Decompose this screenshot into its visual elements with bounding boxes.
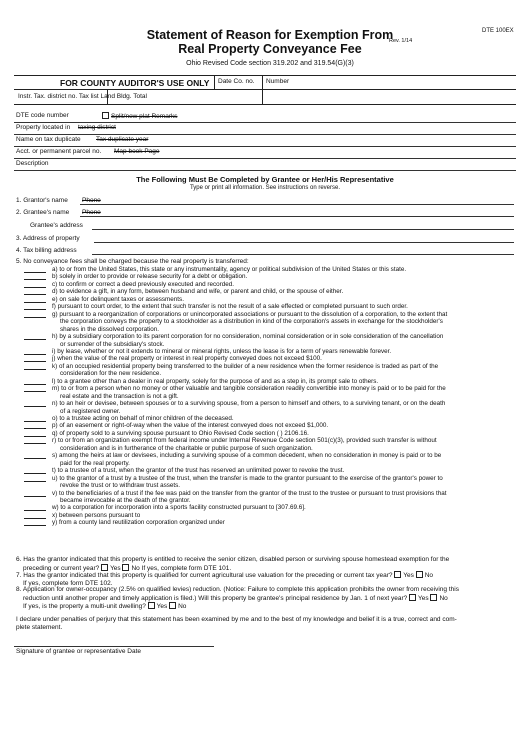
- form-title-line2: Real Property Conveyance Fee: [178, 42, 362, 56]
- question-6: [16, 556, 516, 572]
- reason-text: s) among the heirs at law or devisees, including a surviving spouse of a common decedent, when no consideration in money is paid or to be: [52, 452, 442, 460]
- date-co-no-label: Date Co. no.: [218, 78, 255, 85]
- q7-line2: If yes, complete form DTE 102.: [23, 579, 113, 587]
- declaration-line1: I declare under penalties of perjury that this statement has been examined by me and to the best of my knowledge and belief it is a true, correct and com-: [16, 616, 457, 623]
- reason-blank[interactable]: [24, 348, 46, 355]
- taxing-district-label: taxing district: [78, 124, 116, 131]
- reason-blank[interactable]: [24, 490, 46, 497]
- reason-text: y) from a county land reutilization corporation organized under: [52, 519, 225, 527]
- reason-text: j) when the value of the real property or interest in real property conveyed does not exceed $100.: [52, 355, 322, 363]
- description-field[interactable]: [14, 160, 516, 171]
- reason-text: p) of an easement or right-of-way when the value of the interest conveyed does not exceed $1,000.: [52, 422, 329, 430]
- section-subtitle: Type or print all information. See instructions on reverse.: [189, 185, 341, 191]
- split-plat-label: Split/new plat Remarks: [102, 112, 177, 120]
- q7-line1: 7. Has the grantor indicated that this property is qualified for current agricultural use valuation for the preceding or current tax year? Yes No: [16, 572, 434, 579]
- reason-blank[interactable]: [24, 422, 46, 429]
- address-property-input[interactable]: [94, 242, 514, 243]
- reason-text: k) of an occupied residential property being transferred to the builder of a new residence when the former residence is traded as part of the: [52, 362, 439, 370]
- auditor-heading: FOR COUNTY AUDITOR'S USE ONLY: [60, 78, 210, 88]
- form-title: [140, 28, 400, 56]
- item5-label: 5. No conveyance fees shall be charged because the real property is transferred:: [16, 258, 249, 265]
- section-title: The Following Must Be Completed by Grantee or Her/His Representative: [136, 175, 394, 184]
- reason-text: c) to confirm or correct a deed previously executed and recorded.: [52, 280, 235, 288]
- reason-blank[interactable]: [24, 452, 46, 459]
- reason-blank[interactable]: [24, 512, 46, 519]
- reason-blank[interactable]: [24, 415, 46, 422]
- reason-text: e) on sale for delinquent taxes or assessments.: [52, 295, 184, 303]
- tax-billing-label: 4. Tax billing address: [16, 247, 77, 254]
- acct-parcel-label: Acct. or permanent parcel no.: [16, 148, 102, 155]
- reason-blank[interactable]: [24, 355, 46, 362]
- grantee-label: 2. Grantee's name: [16, 209, 70, 216]
- grantor-label: 1. Grantor's name: [16, 197, 68, 204]
- declaration-line2: plete statement.: [16, 623, 63, 631]
- reason-text: shares in the dissolved corporation.: [60, 325, 160, 333]
- reason-text: revoke the trust or to withdraw trust assets.: [60, 482, 181, 490]
- reason-blank[interactable]: [24, 281, 46, 288]
- revision-label: Rev. 1/14: [389, 38, 413, 44]
- reason-text: the corporation conveys the property to a stockholder as a distribution in kind of the corporation's assets in exchange for the stockholder's: [60, 318, 443, 326]
- q8-line3: If yes, is the property a multi-unit dwelling? Yes No: [23, 603, 187, 610]
- grantee-address-label: Grantee's address: [30, 222, 83, 229]
- reason-text: real estate and the transaction is not a gift.: [60, 392, 179, 400]
- form-title-line1: Statement of Reason for Exemption From: [146, 28, 394, 42]
- reason-text: f) pursuant to court order, to the extent that such transfer is not the result of a sale effected or completed pursuant to such order.: [52, 303, 408, 311]
- tax-dup-year-label: Tax duplicate year: [96, 136, 149, 143]
- q8-line1: 8. Application for owner-occupancy (2.5% on qualified levies) reduction. (Notice: Failure to complete this application prohibits the owner from receiving this: [16, 586, 459, 593]
- acct-parcel-field[interactable]: [14, 148, 516, 159]
- reason-text: d) to evidence a gift, in any form, between husband and wife, or parent and child, or the spouse of either.: [52, 288, 344, 296]
- signature-label: Signature of grantee or representative Date: [16, 648, 142, 655]
- q6-line2: preceding or current year? Yes No If yes, complete form DTE 101.: [23, 564, 232, 572]
- reason-text: o) to a trustee acting on behalf of minor children of the deceased.: [52, 415, 234, 422]
- reason-blank[interactable]: [24, 437, 46, 444]
- address-property-label: 3. Address of property: [16, 235, 80, 242]
- question-8: [16, 586, 516, 611]
- reason-text: h) by a subsidiary corporation to its parent corporation for no consideration, nominal consideration or in sole consideration of the cancellation: [52, 333, 444, 341]
- reason-text: x) between persons pursuant to: [52, 511, 141, 519]
- name-on-tax-field[interactable]: [14, 136, 516, 147]
- reason-blank[interactable]: [24, 266, 46, 273]
- reason-text: i) by lease, whether or not it extends to mineral or mineral rights, unless the lease is for a term of years renewable forever.: [52, 347, 392, 355]
- reason-blank[interactable]: [24, 475, 46, 482]
- reason-text: m) to or from a person when no money or other valuable and tangible consideration readily convertible into money is paid or to be paid for the: [52, 385, 446, 393]
- name-on-tax-label: Name on tax duplicate: [16, 136, 81, 143]
- reason-text: a) to or from the United States, this state or any instrumentality, agency or political subdivision of the United States or this state.: [52, 266, 407, 273]
- reason-blank[interactable]: [24, 504, 46, 511]
- q8-line2: reduction until another proper and timely application is filed.) Will this property be grantee's principal residence by Jan. 1 of next year? Yes No: [23, 594, 448, 602]
- description-label: Description: [16, 160, 49, 167]
- q8-no-checkbox[interactable]: [430, 594, 437, 601]
- q6-no-checkbox[interactable]: [122, 564, 129, 571]
- phone1-label: Phone: [82, 197, 101, 204]
- map-book-label: Map book Page: [114, 148, 160, 155]
- divider: [214, 75, 215, 89]
- instr-label: Instr. Tax. district no. Tax list Land Bldg. Total: [18, 93, 147, 100]
- reason-blank[interactable]: [24, 273, 46, 280]
- reason-blank[interactable]: [24, 378, 46, 385]
- reason-text: u) to the grantor of a trust by a trustee of the trust, when the transfer is made to the grantor pursuant to the exercise of the grantor's power to: [52, 474, 443, 482]
- reason-text: consideration for the new residence.: [60, 370, 162, 378]
- q8-yes-checkbox[interactable]: [409, 594, 416, 601]
- q6-line1: 6. Has the grantor indicated that this property is entitled to receive the senior citizen, disabled person or surviving spouse homestead exemption for the: [16, 556, 450, 563]
- declaration: [16, 616, 516, 631]
- reason-text: t) to a trustee of a trust, when the grantor of the trust has reserved an unlimited power to revoke the trust.: [52, 467, 345, 475]
- reason-blank[interactable]: [24, 385, 46, 392]
- reason-blank[interactable]: [24, 296, 46, 303]
- q6-yes-checkbox[interactable]: [101, 564, 108, 571]
- grantee-address-input[interactable]: [92, 229, 514, 230]
- tax-billing-input[interactable]: [92, 254, 514, 255]
- dte-code-label: DTE code number: [16, 112, 69, 119]
- reason-blank[interactable]: [24, 303, 46, 310]
- reason-text: l) to a grantee other than a dealer in real property, solely for the purpose of and as a step in, its prompt sale to others.: [52, 377, 379, 385]
- reason-text: g) pursuant to a reorganization of corporations or unincorporated associations or pursuant to the dissolution of a corporation, to the extent that: [52, 310, 448, 318]
- reason-text: v) to the beneficiaries of a trust if the fee was paid on the transfer from the grantor of the trust to the trustee or pursuant to trust provisions that: [52, 489, 447, 497]
- reason-text: r) to or from an organization exempt from federal income under Internal Revenue Code section 501(c)(3), provided such transfer is without: [52, 437, 437, 445]
- reason-blank[interactable]: [24, 333, 46, 340]
- signature-line[interactable]: [14, 646, 214, 647]
- reason-blank[interactable]: [24, 519, 46, 526]
- q7-no-checkbox[interactable]: [416, 571, 423, 578]
- property-located-label: Property located in: [16, 124, 71, 131]
- reason-text: n) to an heir or devisee, between spouses or to a surviving spouse, from a person to himself and others, to a surviving tenant, or on the death: [52, 400, 446, 408]
- reason-text: w) to a corporation for incorporation into a sports facility constructed pursuant to [307.69.6].: [52, 504, 306, 512]
- reason-text: of a registered owner.: [60, 407, 121, 415]
- reason-text: paid for the real property.: [60, 459, 130, 467]
- reason-blank[interactable]: [24, 430, 46, 437]
- dte-code-field[interactable]: [14, 112, 516, 123]
- reason-text: consideration and is in furtherance of the charitable or public purpose of such organization.: [60, 444, 313, 452]
- grantee-input[interactable]: [80, 216, 514, 217]
- phone2-label: Phone: [82, 209, 101, 216]
- reason-text: b) solely in order to provide or release security for a debt or obligation.: [52, 273, 248, 281]
- grantor-input[interactable]: [80, 204, 514, 205]
- reason-blank[interactable]: [24, 311, 46, 318]
- reason-blank[interactable]: [24, 467, 46, 474]
- reason-blank[interactable]: [24, 288, 46, 295]
- reason-text: q) of property sold to a surviving spouse pursuant to Ohio Revised Code section ( ) 2106.16.: [52, 429, 309, 437]
- code-section: Ohio Revised Code section 319.202 and 319.54(G)(3): [186, 60, 354, 67]
- reason-text: became irrevocable at the death of the grantor.: [60, 496, 191, 504]
- form-number: DTE 100EX: [482, 28, 514, 34]
- number-label: Number: [266, 78, 290, 85]
- q7-yes-checkbox[interactable]: [394, 571, 401, 578]
- split-plat-checkbox[interactable]: [102, 112, 109, 119]
- reason-blank[interactable]: [24, 400, 46, 407]
- question-7: [16, 571, 516, 587]
- q8c-no-checkbox[interactable]: [169, 602, 176, 609]
- reason-text: or surrender of the subsidiary's stock.: [60, 340, 165, 348]
- q8c-yes-checkbox[interactable]: [148, 602, 155, 609]
- property-located-field[interactable]: [14, 124, 516, 135]
- reason-blank[interactable]: [24, 363, 46, 370]
